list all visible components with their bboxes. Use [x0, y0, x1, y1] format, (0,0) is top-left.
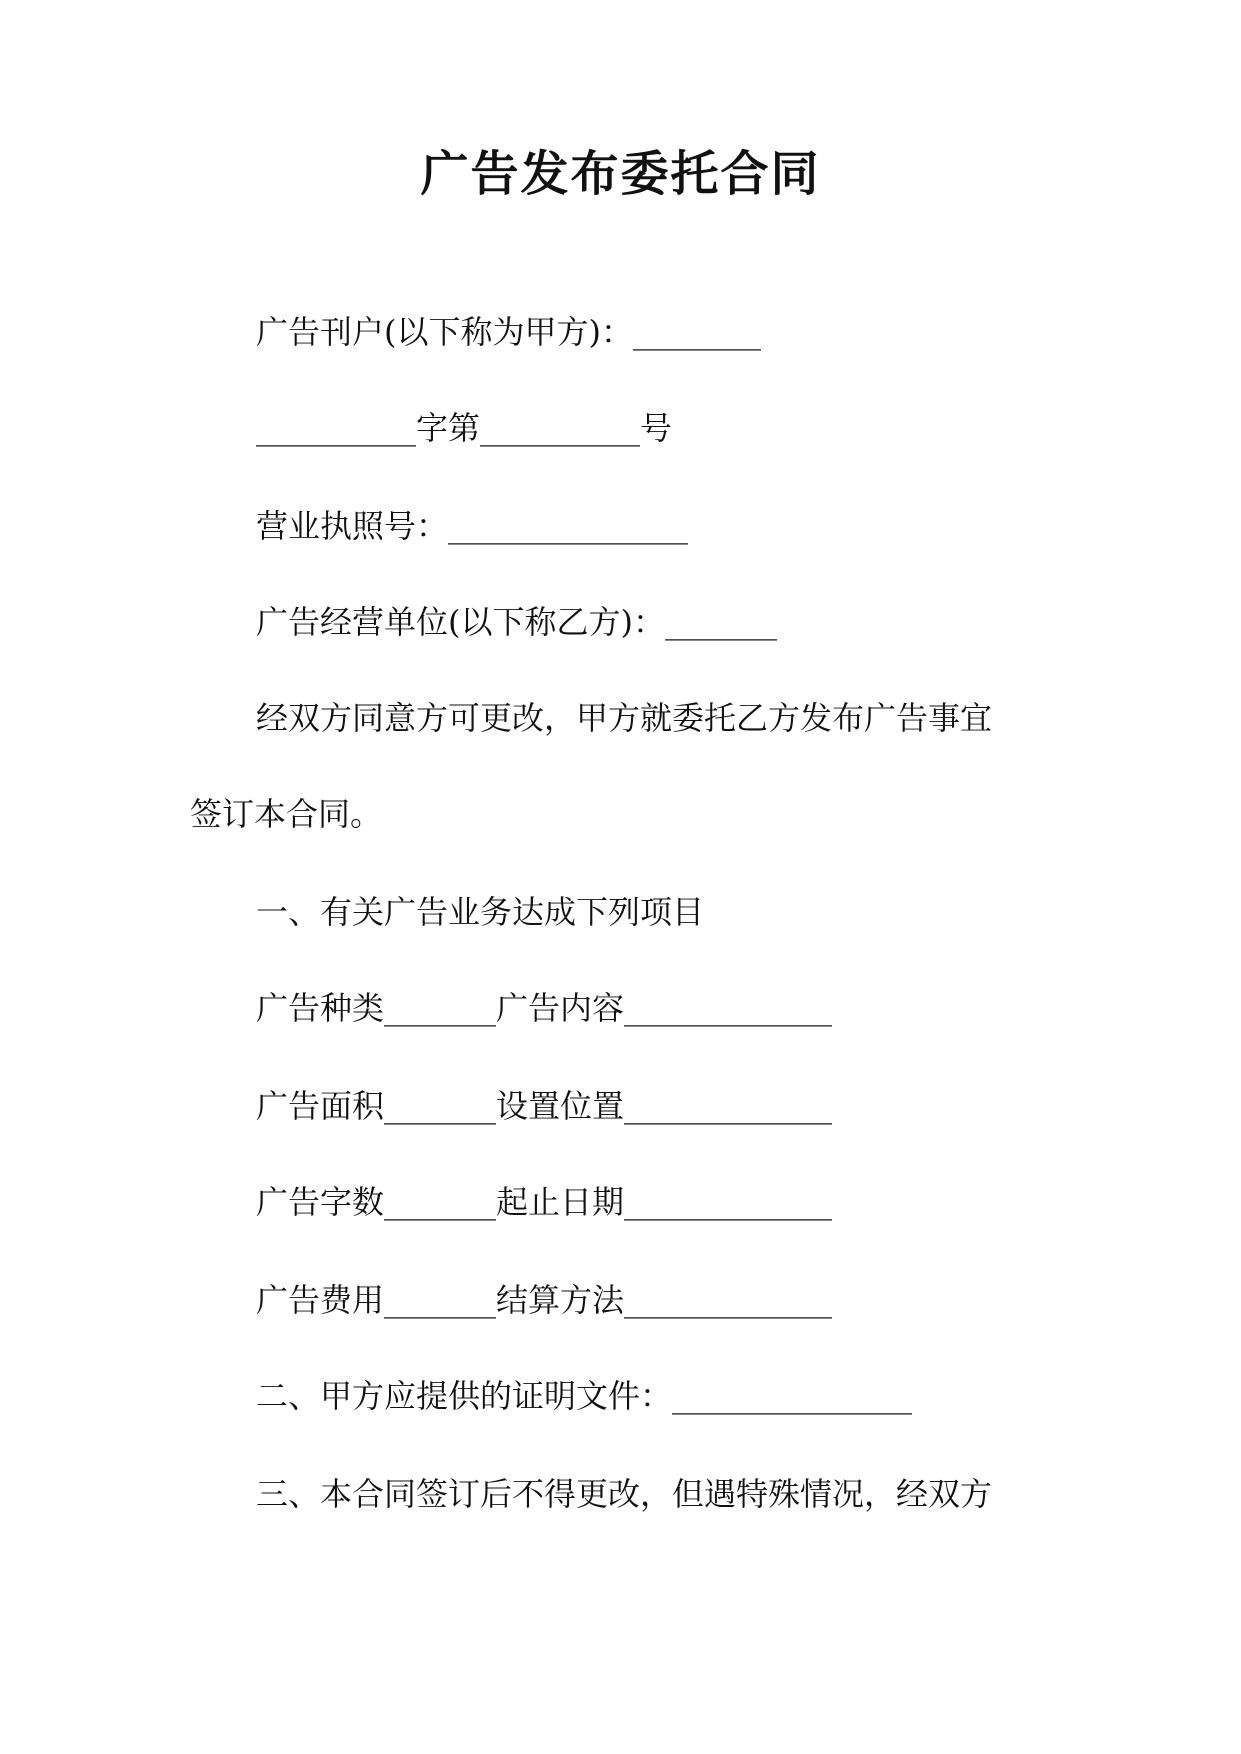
section-3-line: 三、本合同签订后不得更改，但遇特殊情况，经双方	[256, 1475, 993, 1513]
party-a-line: 广告刊户(以下称为甲方)：________	[256, 313, 761, 351]
ad-type-content-line: 广告种类_______广告内容_____________	[256, 989, 833, 1027]
section-2-line: 二、甲方应提供的证明文件：_______________	[256, 1377, 913, 1415]
ad-fee-settlement-line: 广告费用_______结算方法_____________	[256, 1281, 833, 1319]
ad-area-position-line: 广告面积_______设置位置_____________	[256, 1087, 833, 1125]
reference-number-line: __________字第__________号	[256, 409, 673, 447]
preamble-line-1: 经双方同意方可更改，甲方就委托乙方发布广告事宜	[256, 699, 993, 737]
business-license-line: 营业执照号：_______________	[256, 507, 689, 545]
party-b-line: 广告经营单位(以下称乙方)：_______	[256, 603, 777, 641]
section-1-heading: 一、有关广告业务达成下列项目	[256, 893, 705, 931]
document-title: 广告发布委托合同	[420, 146, 821, 202]
preamble-line-2: 签订本合同。	[190, 795, 383, 833]
ad-wordcount-dates-line: 广告字数_______起止日期_____________	[256, 1183, 833, 1221]
